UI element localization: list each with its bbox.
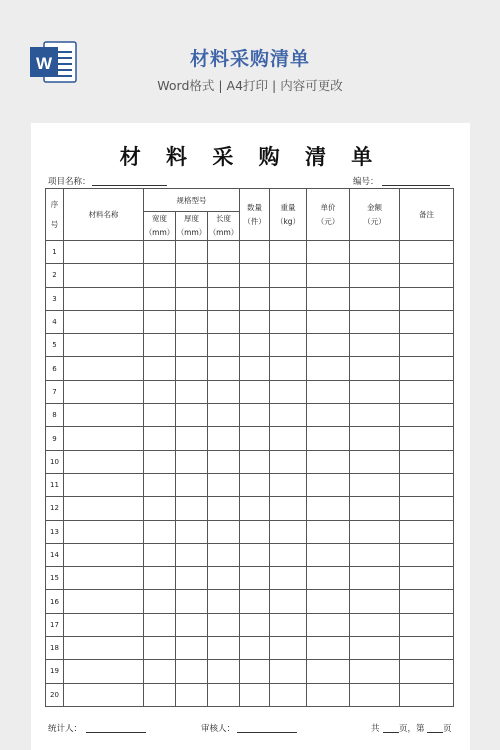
- table-cell[interactable]: [144, 404, 176, 427]
- table-cell[interactable]: [240, 497, 270, 520]
- col-amount: 金额 （元）: [350, 189, 400, 241]
- page-current-label: 页，第: [399, 724, 425, 734]
- table-cell[interactable]: [307, 357, 350, 380]
- table-cell[interactable]: [144, 613, 176, 636]
- table-row: [46, 660, 454, 683]
- table-cell[interactable]: [400, 404, 454, 427]
- table-row: [46, 334, 454, 357]
- table-row: [46, 404, 454, 427]
- col-spec-group: 规格型号: [144, 189, 240, 212]
- table-cell[interactable]: [400, 543, 454, 566]
- table-cell[interactable]: [64, 613, 144, 636]
- table-cell[interactable]: [208, 567, 240, 590]
- col-width: 宽度 （mm）: [144, 212, 176, 241]
- header-title: 材料采购清单: [189, 48, 310, 70]
- table-cell[interactable]: [64, 590, 144, 613]
- row-index: 15: [46, 567, 64, 590]
- table-cell[interactable]: [64, 567, 144, 590]
- table-cell[interactable]: [208, 310, 240, 333]
- table-cell[interactable]: [176, 404, 208, 427]
- table-cell[interactable]: [240, 520, 270, 543]
- purchase-table: [45, 188, 454, 707]
- table-cell[interactable]: [270, 334, 307, 357]
- col-thickness: 厚度 （mm）: [176, 212, 208, 241]
- table-cell[interactable]: [240, 543, 270, 566]
- page-current-field[interactable]: [427, 732, 443, 733]
- table-row: [46, 520, 454, 543]
- table-row: [46, 287, 454, 310]
- table-cell[interactable]: [64, 450, 144, 473]
- table-cell[interactable]: [208, 287, 240, 310]
- table-cell[interactable]: [350, 683, 400, 706]
- table-cell[interactable]: [176, 427, 208, 450]
- table-cell[interactable]: [144, 287, 176, 310]
- table-cell[interactable]: [307, 590, 350, 613]
- table-cell[interactable]: [270, 590, 307, 613]
- row-index: 3: [46, 287, 64, 310]
- table-cell[interactable]: [240, 590, 270, 613]
- table-cell[interactable]: [64, 404, 144, 427]
- table-cell[interactable]: [350, 334, 400, 357]
- table-cell[interactable]: [270, 637, 307, 660]
- col-seq: 序 号: [46, 189, 64, 241]
- table-cell[interactable]: [144, 310, 176, 333]
- table-cell[interactable]: [208, 334, 240, 357]
- table-cell[interactable]: [350, 567, 400, 590]
- reviewer-label: 审核人：: [201, 724, 236, 734]
- table-row: [46, 427, 454, 450]
- table-cell[interactable]: [176, 683, 208, 706]
- table-cell[interactable]: [176, 543, 208, 566]
- page-end-label: 页: [443, 724, 452, 734]
- table-cell[interactable]: [144, 450, 176, 473]
- table-cell[interactable]: [240, 427, 270, 450]
- table-cell[interactable]: [208, 473, 240, 496]
- table-row: [46, 683, 454, 706]
- table-cell[interactable]: [64, 497, 144, 520]
- table-cell[interactable]: [240, 637, 270, 660]
- table-cell[interactable]: [208, 660, 240, 683]
- table-cell[interactable]: [64, 683, 144, 706]
- table-cell[interactable]: [144, 241, 176, 264]
- table-cell[interactable]: [176, 450, 208, 473]
- table-cell[interactable]: [208, 427, 240, 450]
- table-cell[interactable]: [144, 567, 176, 590]
- number-field[interactable]: [382, 185, 450, 186]
- document-title: 材 料 采 购 清 单: [119, 144, 382, 169]
- table-cell[interactable]: [270, 567, 307, 590]
- table-cell[interactable]: [208, 543, 240, 566]
- table-cell[interactable]: [270, 473, 307, 496]
- table-row: [46, 450, 454, 473]
- table-cell[interactable]: [64, 241, 144, 264]
- table-cell[interactable]: [176, 264, 208, 287]
- table-cell[interactable]: [144, 427, 176, 450]
- table-cell[interactable]: [270, 497, 307, 520]
- table-row: [46, 637, 454, 660]
- table-cell[interactable]: [240, 567, 270, 590]
- table-cell[interactable]: [307, 334, 350, 357]
- table-cell[interactable]: [307, 683, 350, 706]
- row-index: 16: [46, 590, 64, 613]
- table-cell[interactable]: [307, 497, 350, 520]
- table-cell[interactable]: [208, 683, 240, 706]
- table-cell[interactable]: [307, 543, 350, 566]
- table-cell[interactable]: [400, 380, 454, 403]
- table-cell[interactable]: [400, 310, 454, 333]
- table-cell[interactable]: [240, 287, 270, 310]
- table-cell[interactable]: [240, 473, 270, 496]
- table-cell[interactable]: [400, 637, 454, 660]
- table-row: [46, 473, 454, 496]
- row-index: 19: [46, 660, 64, 683]
- table-cell[interactable]: [144, 334, 176, 357]
- table-cell[interactable]: [144, 264, 176, 287]
- table-cell[interactable]: [144, 520, 176, 543]
- table-cell[interactable]: [208, 497, 240, 520]
- table-cell[interactable]: [270, 427, 307, 450]
- table-cell[interactable]: [307, 287, 350, 310]
- table-cell[interactable]: [176, 637, 208, 660]
- table-row: [46, 497, 454, 520]
- project-name-field[interactable]: [92, 185, 167, 186]
- table-cell[interactable]: [350, 404, 400, 427]
- table-cell[interactable]: [240, 357, 270, 380]
- table-cell[interactable]: [400, 287, 454, 310]
- table-cell[interactable]: [208, 404, 240, 427]
- table-cell[interactable]: [240, 241, 270, 264]
- table-cell[interactable]: [144, 357, 176, 380]
- table-cell[interactable]: [64, 473, 144, 496]
- table-cell[interactable]: [350, 590, 400, 613]
- table-cell[interactable]: [64, 334, 144, 357]
- table-cell[interactable]: [64, 520, 144, 543]
- table-cell[interactable]: [270, 380, 307, 403]
- table-cell[interactable]: [307, 613, 350, 636]
- table-cell[interactable]: [208, 241, 240, 264]
- col-weight: 重量 （kg）: [270, 189, 307, 241]
- row-index: 10: [46, 450, 64, 473]
- table-cell[interactable]: [144, 497, 176, 520]
- table-cell[interactable]: [270, 683, 307, 706]
- table-cell[interactable]: [208, 637, 240, 660]
- table-cell[interactable]: [240, 310, 270, 333]
- table-cell[interactable]: [64, 264, 144, 287]
- table-cell[interactable]: [270, 660, 307, 683]
- table-row: [46, 241, 454, 264]
- table-cell[interactable]: [270, 241, 307, 264]
- row-index: 5: [46, 334, 64, 357]
- table-cell[interactable]: [240, 683, 270, 706]
- table-cell[interactable]: [307, 637, 350, 660]
- table-cell[interactable]: [400, 473, 454, 496]
- table-cell[interactable]: [350, 287, 400, 310]
- table-cell[interactable]: [208, 264, 240, 287]
- table-cell[interactable]: [176, 287, 208, 310]
- table-cell[interactable]: [307, 473, 350, 496]
- table-cell[interactable]: [350, 427, 400, 450]
- table-cell[interactable]: [144, 683, 176, 706]
- table-row: [46, 310, 454, 333]
- table-cell[interactable]: [307, 380, 350, 403]
- table-cell[interactable]: [144, 473, 176, 496]
- table-row: [46, 590, 454, 613]
- table-cell[interactable]: [144, 543, 176, 566]
- table-cell[interactable]: [270, 287, 307, 310]
- table-cell[interactable]: [240, 660, 270, 683]
- table-cell[interactable]: [307, 660, 350, 683]
- table-cell[interactable]: [240, 380, 270, 403]
- table-cell[interactable]: [270, 404, 307, 427]
- row-index: 2: [46, 264, 64, 287]
- row-index: 12: [46, 497, 64, 520]
- row-index: 11: [46, 473, 64, 496]
- table-cell[interactable]: [270, 264, 307, 287]
- table-cell[interactable]: [208, 520, 240, 543]
- table-cell[interactable]: [307, 241, 350, 264]
- table-cell[interactable]: [400, 264, 454, 287]
- row-index: 8: [46, 404, 64, 427]
- table-cell[interactable]: [350, 380, 400, 403]
- project-name-label: 项目名称：: [48, 177, 91, 187]
- table-cell[interactable]: [144, 590, 176, 613]
- row-index: 14: [46, 543, 64, 566]
- table-cell[interactable]: [144, 660, 176, 683]
- table-cell[interactable]: [307, 520, 350, 543]
- number-label: 编号：: [353, 177, 379, 187]
- table-cell[interactable]: [350, 310, 400, 333]
- table-cell[interactable]: [270, 613, 307, 636]
- col-remarks: 备注: [400, 189, 454, 241]
- table-cell[interactable]: [144, 380, 176, 403]
- table-cell[interactable]: [400, 520, 454, 543]
- table-cell[interactable]: [350, 264, 400, 287]
- table-cell[interactable]: [350, 520, 400, 543]
- table-cell[interactable]: [176, 567, 208, 590]
- table-cell[interactable]: [240, 264, 270, 287]
- row-index: 9: [46, 427, 64, 450]
- table-cell[interactable]: [350, 613, 400, 636]
- col-material-name: 材料名称: [64, 189, 144, 241]
- table-cell[interactable]: [64, 427, 144, 450]
- table-cell[interactable]: [208, 613, 240, 636]
- table-cell[interactable]: [350, 357, 400, 380]
- table-cell[interactable]: [176, 357, 208, 380]
- row-index: 18: [46, 637, 64, 660]
- page-total-field[interactable]: [383, 732, 399, 733]
- table-cell[interactable]: [64, 637, 144, 660]
- table-cell[interactable]: [350, 497, 400, 520]
- table-cell[interactable]: [176, 380, 208, 403]
- col-length: 长度 （mm）: [208, 212, 240, 241]
- table-cell[interactable]: [350, 660, 400, 683]
- table-cell[interactable]: [64, 543, 144, 566]
- table-cell[interactable]: [400, 683, 454, 706]
- page-total-label: 共: [371, 724, 380, 734]
- row-index: 13: [46, 520, 64, 543]
- table-cell[interactable]: [400, 450, 454, 473]
- table-cell[interactable]: [307, 450, 350, 473]
- table-cell[interactable]: [307, 264, 350, 287]
- table-cell[interactable]: [176, 590, 208, 613]
- table-cell[interactable]: [176, 241, 208, 264]
- table-cell[interactable]: [270, 357, 307, 380]
- table-cell[interactable]: [400, 357, 454, 380]
- table-cell[interactable]: [240, 404, 270, 427]
- table-cell[interactable]: [144, 637, 176, 660]
- document-sheet: [31, 123, 470, 750]
- row-index: 20: [46, 683, 64, 706]
- table-header-row: [46, 189, 454, 212]
- word-icon-letter: W: [35, 54, 53, 73]
- table-cell[interactable]: [400, 590, 454, 613]
- table-cell[interactable]: [240, 334, 270, 357]
- table-cell[interactable]: [64, 660, 144, 683]
- table-cell[interactable]: [270, 520, 307, 543]
- table-cell[interactable]: [307, 404, 350, 427]
- table-cell[interactable]: [400, 334, 454, 357]
- table-cell[interactable]: [350, 450, 400, 473]
- table-cell[interactable]: [176, 334, 208, 357]
- table-cell[interactable]: [208, 450, 240, 473]
- table-cell[interactable]: [400, 497, 454, 520]
- table-row: [46, 380, 454, 403]
- row-index: 17: [46, 613, 64, 636]
- table-cell[interactable]: [64, 380, 144, 403]
- table-cell[interactable]: [400, 660, 454, 683]
- table-cell[interactable]: [176, 473, 208, 496]
- table-cell[interactable]: [400, 427, 454, 450]
- table-row: [46, 567, 454, 590]
- table-row: [46, 264, 454, 287]
- row-index: 6: [46, 357, 64, 380]
- table-cell[interactable]: [176, 310, 208, 333]
- table-cell[interactable]: [350, 241, 400, 264]
- table-cell[interactable]: [176, 660, 208, 683]
- table-cell[interactable]: [307, 567, 350, 590]
- table-cell[interactable]: [64, 287, 144, 310]
- row-index: 4: [46, 310, 64, 333]
- header-subtitle: Word格式 | A4打印 | 内容可更改: [157, 78, 343, 93]
- table-cell[interactable]: [350, 637, 400, 660]
- table-cell[interactable]: [176, 613, 208, 636]
- statistician-field[interactable]: [86, 732, 146, 733]
- table-cell[interactable]: [350, 473, 400, 496]
- table-cell[interactable]: [400, 567, 454, 590]
- table-cell[interactable]: [176, 497, 208, 520]
- col-unit-price: 单价 （元）: [307, 189, 350, 241]
- table-cell[interactable]: [307, 427, 350, 450]
- table-cell[interactable]: [64, 357, 144, 380]
- table-cell[interactable]: [270, 543, 307, 566]
- table-cell[interactable]: [400, 613, 454, 636]
- table-row: [46, 357, 454, 380]
- table-cell[interactable]: [208, 590, 240, 613]
- table-cell[interactable]: [64, 310, 144, 333]
- table-cell[interactable]: [400, 241, 454, 264]
- row-index: 7: [46, 380, 64, 403]
- table-cell[interactable]: [270, 310, 307, 333]
- page-header: [0, 0, 500, 112]
- table-cell[interactable]: [176, 520, 208, 543]
- col-quantity: 数量 （件）: [240, 189, 270, 241]
- statistician-label: 统计人：: [48, 724, 83, 734]
- table-cell[interactable]: [307, 310, 350, 333]
- table-cell[interactable]: [208, 357, 240, 380]
- table-cell[interactable]: [240, 450, 270, 473]
- table-cell[interactable]: [270, 450, 307, 473]
- reviewer-field[interactable]: [237, 732, 297, 733]
- table-cell[interactable]: [350, 543, 400, 566]
- table-cell[interactable]: [240, 613, 270, 636]
- table-row: [46, 543, 454, 566]
- table-row: [46, 613, 454, 636]
- row-index: 1: [46, 241, 64, 264]
- table-cell[interactable]: [208, 380, 240, 403]
